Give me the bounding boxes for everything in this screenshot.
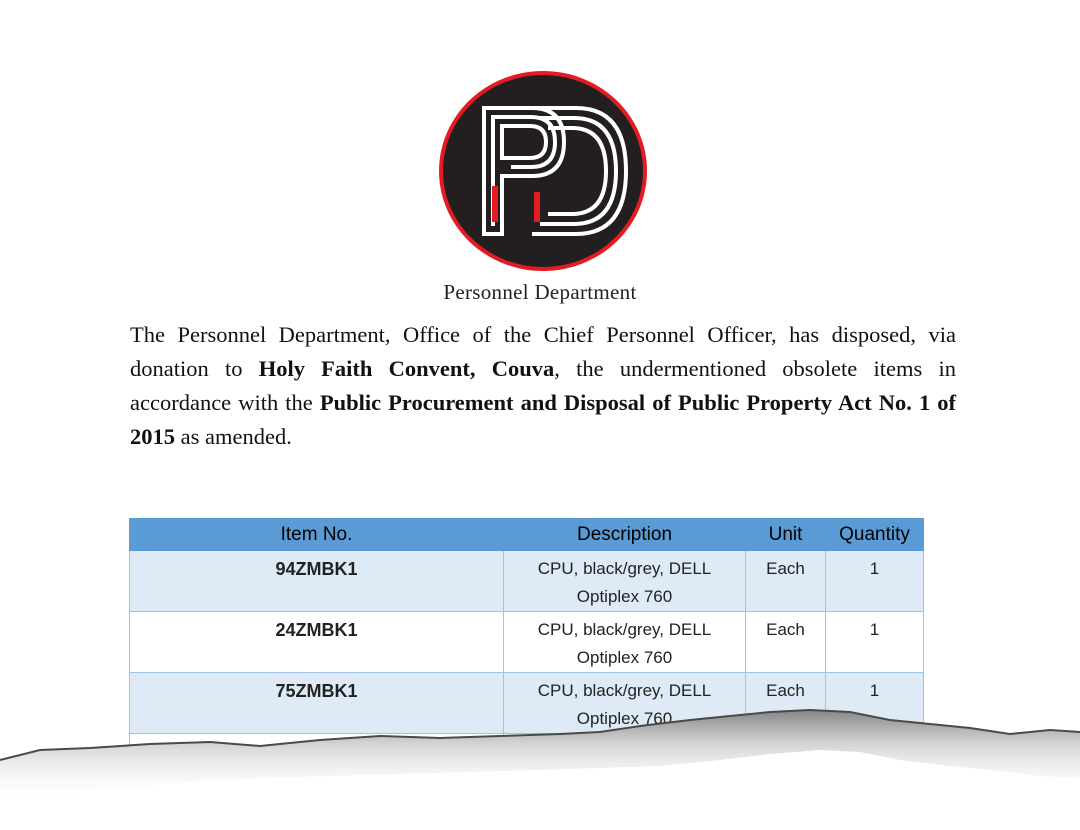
table-row (130, 551, 924, 612)
torn-paper-edge (0, 690, 1080, 830)
quantity-cell: 1 (826, 612, 924, 673)
header-unit: Unit (746, 519, 826, 551)
recipient-name: Holy Faith Convent, Couva (258, 356, 555, 381)
header-item-no: Item No. (130, 519, 504, 551)
pd-logo-icon (436, 68, 650, 274)
description-cell: CPU, black/grey, DELL Optiplex 760 (504, 551, 746, 612)
item-no-cell: 94ZMBK1 (130, 551, 504, 612)
unit-cell: Each (746, 673, 826, 734)
intro-part1: The Personnel Department, Office of the Chief Personnel Officer, has disposed, via donation to (130, 322, 956, 381)
intro-paragraph (130, 318, 956, 454)
item-no-cell: 24ZMBK1 (130, 612, 504, 673)
unit-cell: Each (746, 612, 826, 673)
quantity-cell: 1 (826, 551, 924, 612)
description-cell: CPU, black/grey, DELL Optiplex 760 (504, 673, 746, 734)
header-description: Description (504, 519, 746, 551)
act-name: Public Procurement and Disposal of Public Property Act No. 1 of 2015 (130, 390, 956, 449)
header-quantity: Quantity (826, 519, 924, 551)
intro-part3: as amended. (175, 424, 292, 449)
description-cell: CPU, black/grey, DELL Optiplex 760 (504, 612, 746, 673)
table-header-row (130, 519, 924, 551)
quantity-cell: 1 (826, 673, 924, 734)
department-name: Personnel Department (443, 280, 637, 304)
item-no-cell: 75ZMBK1 (130, 673, 504, 734)
torn-edge-icon (0, 690, 1080, 830)
intro-part2: , the undermentioned obsolete items in accordance with the (130, 356, 956, 415)
table-row (130, 612, 924, 673)
unit-cell: Each (746, 551, 826, 612)
personnel-department-logo (436, 68, 650, 274)
